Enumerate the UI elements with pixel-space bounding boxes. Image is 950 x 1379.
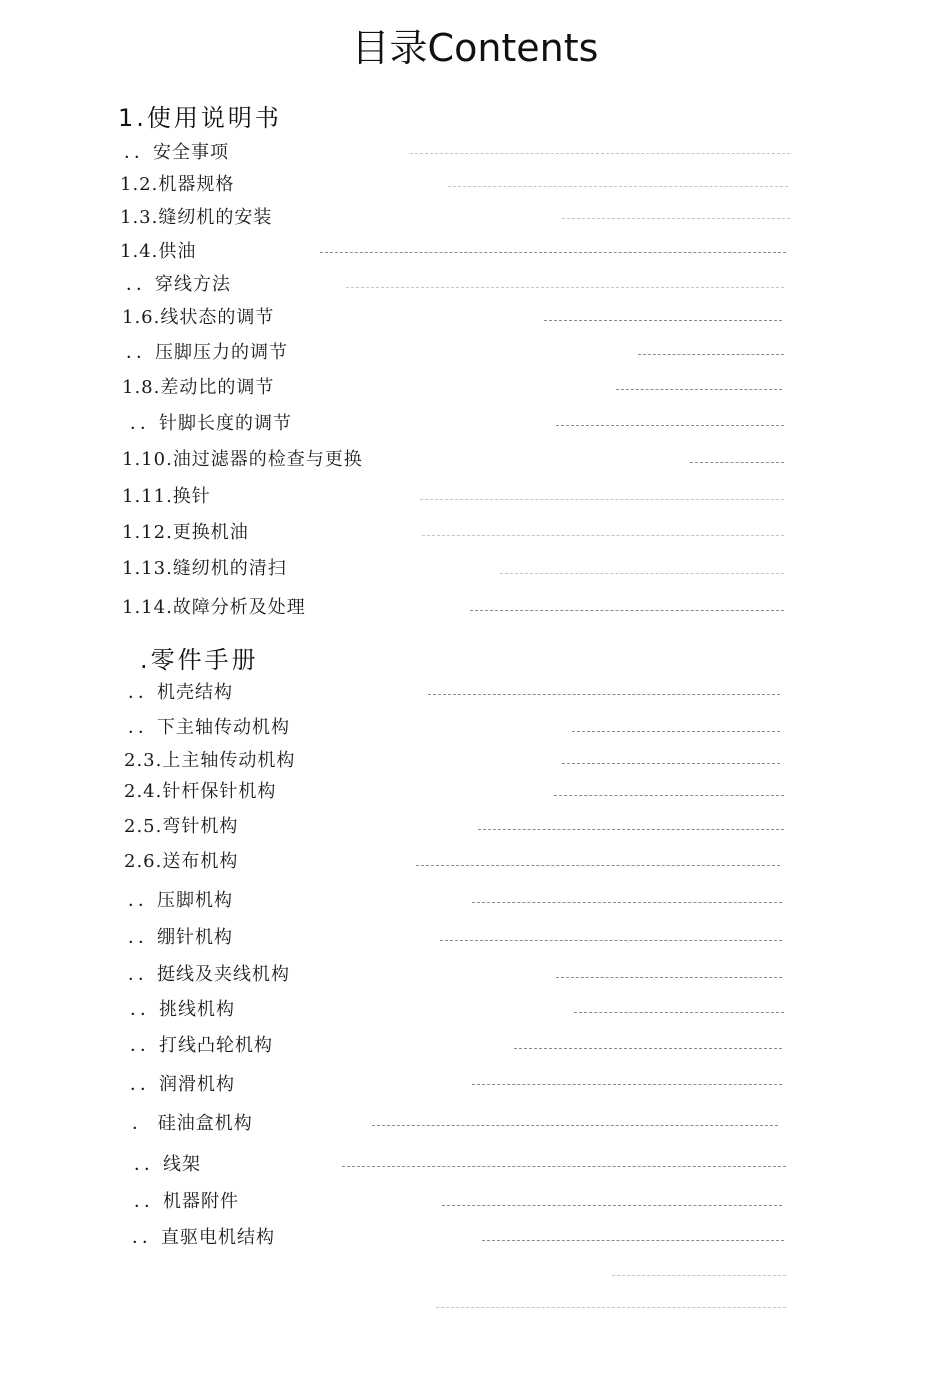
toc-leader xyxy=(472,1084,782,1085)
toc-leader xyxy=(428,694,780,695)
toc-leader xyxy=(690,462,784,463)
toc-entry[interactable]: ．．压脚压力的调节 xyxy=(126,342,288,363)
toc-leader xyxy=(420,499,784,500)
page-title: 目录Contents xyxy=(351,26,599,70)
toc-entry[interactable]: 2.5.弯针机构 xyxy=(124,816,239,837)
toc-leader xyxy=(442,1205,782,1206)
toc-leader xyxy=(440,940,782,941)
toc-leader xyxy=(422,535,784,536)
toc-leader xyxy=(556,425,784,426)
toc-leader xyxy=(556,977,782,978)
toc-entry[interactable]: 1.4.供油 xyxy=(120,241,197,262)
toc-leader xyxy=(500,573,784,574)
toc-leader xyxy=(478,829,784,830)
toc-leader xyxy=(448,186,788,187)
toc-leader xyxy=(638,354,784,355)
toc-leader xyxy=(562,218,790,219)
toc-leader xyxy=(346,287,784,288)
toc-leader xyxy=(574,1012,784,1013)
toc-entry[interactable]: ．．润滑机构 xyxy=(130,1074,235,1095)
toc-leader xyxy=(616,389,782,390)
toc-leader xyxy=(562,763,780,764)
toc-entry[interactable]: ．．直驱电机结构 xyxy=(132,1227,275,1248)
toc-entry[interactable]: ．．打线凸轮机构 xyxy=(130,1035,273,1056)
toc-leader xyxy=(472,902,782,903)
toc-leader xyxy=(342,1166,786,1167)
toc-leader xyxy=(436,1307,786,1308)
toc-entry[interactable]: 1.13.缝纫机的清扫 xyxy=(122,558,287,579)
toc-leader xyxy=(612,1275,786,1276)
toc-leader xyxy=(470,610,784,611)
toc-entry[interactable]: 1.8.差动比的调节 xyxy=(122,377,275,398)
toc-entry[interactable]: ．．压脚机构 xyxy=(128,890,233,911)
toc-entry[interactable]: 2.6.送布机构 xyxy=(124,851,239,872)
toc-entry[interactable]: 1.14.故障分析及处理 xyxy=(122,597,306,618)
toc-entry[interactable]: ．．机器附件 xyxy=(134,1191,239,1212)
toc-leader xyxy=(416,865,780,866)
toc-entry[interactable]: ． 硅油盒机构 xyxy=(132,1113,253,1134)
toc-leader xyxy=(544,320,782,321)
toc-entry[interactable]: 1.6.线状态的调节 xyxy=(122,307,275,328)
toc-entry[interactable]: 2.3.上主轴传动机构 xyxy=(124,750,296,771)
toc-entry[interactable]: 1.10.油过滤器的检查与更换 xyxy=(122,449,363,470)
toc-leader xyxy=(482,1240,784,1241)
toc-entry[interactable]: 1.2.机器规格 xyxy=(120,174,235,195)
toc-entry[interactable]: ．．穿线方法 xyxy=(126,274,231,295)
toc-entry[interactable]: ．．安全事项 xyxy=(124,142,229,163)
toc-entry[interactable]: ．．挺线及夹线机构 xyxy=(128,964,290,985)
toc-entry[interactable]: ．．线架 xyxy=(134,1154,201,1175)
toc-entry[interactable]: 1.11.换针 xyxy=(122,486,211,507)
toc-entry[interactable]: 1.12.更换机油 xyxy=(122,522,249,543)
toc-entry[interactable]: 2.4.针杆保针机构 xyxy=(124,781,277,802)
toc-entry[interactable]: ．．针脚长度的调节 xyxy=(130,413,292,434)
toc-leader xyxy=(320,252,786,253)
section-heading-manual: 1.使用说明书 xyxy=(118,104,282,132)
toc-leader xyxy=(514,1048,782,1049)
toc-leader xyxy=(572,731,780,732)
toc-entry[interactable]: 1.3.缝纫机的安装 xyxy=(120,207,273,228)
section-heading-parts: .零件手册 xyxy=(140,646,259,674)
toc-entry[interactable]: ．．挑线机构 xyxy=(130,999,235,1020)
toc-leader xyxy=(554,795,784,796)
toc-leader xyxy=(410,153,790,154)
toc-entry[interactable]: ．．下主轴传动机构 xyxy=(128,717,290,738)
toc-entry[interactable]: ．．绷针机构 xyxy=(128,927,233,948)
toc-entry[interactable]: ．．机壳结构 xyxy=(128,682,233,703)
toc-leader xyxy=(372,1125,778,1126)
